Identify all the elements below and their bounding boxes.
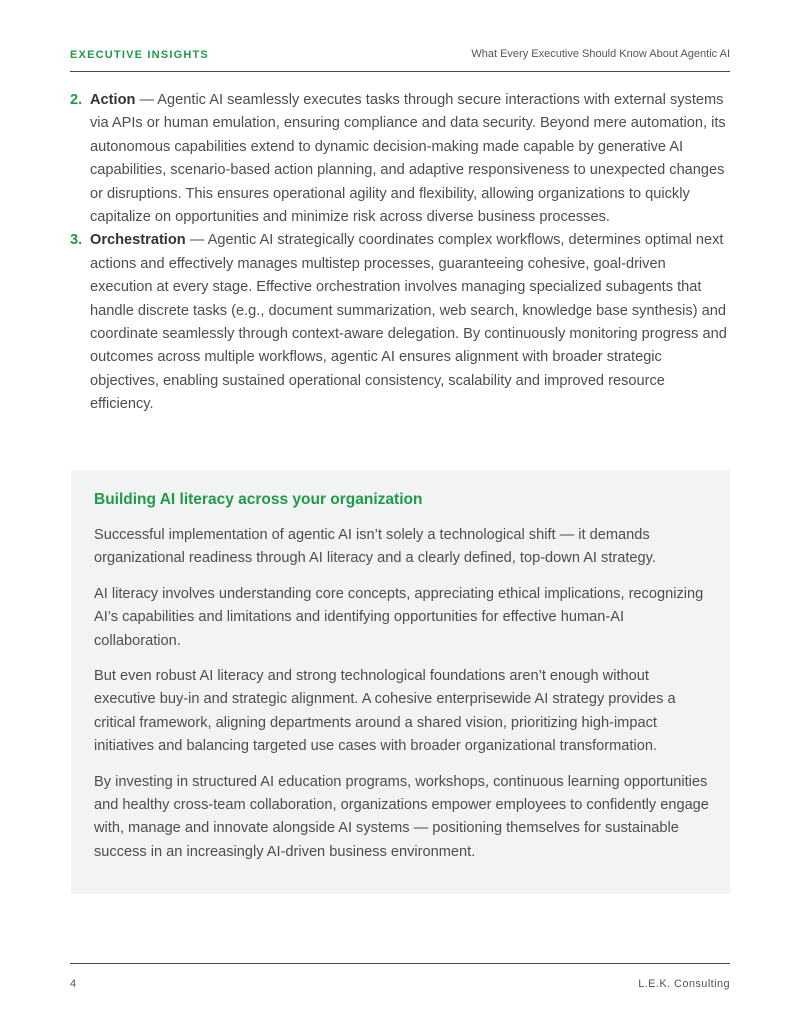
- callout-heading: Building AI literacy across your organization: [94, 491, 423, 508]
- page-header: [70, 47, 730, 72]
- page-number: 4: [70, 978, 77, 990]
- document-title: What Every Executive Should Know About Agentic AI: [471, 48, 730, 60]
- list-item: [70, 229, 732, 416]
- list-item-title: Action: [90, 92, 136, 108]
- list-item-title: Orchestration: [90, 232, 186, 249]
- list-item-text: — Agentic AI seamlessly executes tasks through secure interactions with external systems via APIs or human emulation, ensuring compliance and data security. Beyond mere automation, its autonomous capabilities extend to dynamic decision-making made capable by generative AI capabilities, scenario-based action planning, and adaptive responsiveness to unexpected changes or disruptions. This ensures operational agility and flexibility, allowing organizations to quickly capitalize on opportunities and minimize risk across diverse business processes.: [90, 92, 726, 226]
- callout-box: [71, 470, 730, 894]
- callout-paragraph: Successful implementation of agentic AI isn’t solely a technological shift — it demands organizational readiness through AI literacy and a clearly defined, top-down AI strategy.: [94, 527, 656, 567]
- company-name: L.E.K. Consulting: [638, 978, 730, 990]
- callout-paragraph: By investing in structured AI education programs, workshops, continuous learning opportunities and healthy cross-team collaboration, organizations empower employees to confidently engage with, manage and innovate alongside AI systems — positioning themselves for sustainable success in an increasingly AI-driven business environment.: [94, 773, 709, 860]
- list-item-text: — Agentic AI strategically coordinates complex workflows, determines optimal next actions and effectively manages multistep processes, guaranteeing cohesive, goal-driven execution at every stage. Effective orchestration involves managing specialized subagents that handle discrete tasks (e.g., document summarization, web search, knowledge base synthesis) and coordinate seamlessly through context-aware delegation. By continuously monitoring progress and outcomes across multiple workflows, agentic AI ensures alignment with broader strategic objectives, enabling sustained operational consistency, scalability and improved resource efficiency.: [90, 232, 727, 413]
- list-item-number: 2.: [70, 92, 83, 108]
- section-label: EXECUTIVE INSIGHTS: [70, 49, 209, 61]
- list-item: [70, 89, 732, 229]
- numbered-list: [70, 89, 732, 417]
- callout-paragraph: AI literacy involves understanding core concepts, appreciating ethical implications, recognizing AI’s capabilities and limitations and identifying opportunities for effective human-AI collaboration.: [94, 585, 704, 649]
- callout-paragraph: But even robust AI literacy and strong technological foundations aren’t enough without executive buy-in and strategic alignment. A cohesive enterprisewide AI strategy provides a critical framework, aligning departments around a shared vision, prioritizing high-impact initiatives and balancing targeted use cases with broader organizational transformation.: [94, 668, 676, 755]
- list-item-number: 3.: [70, 232, 83, 249]
- page-footer: [70, 963, 730, 994]
